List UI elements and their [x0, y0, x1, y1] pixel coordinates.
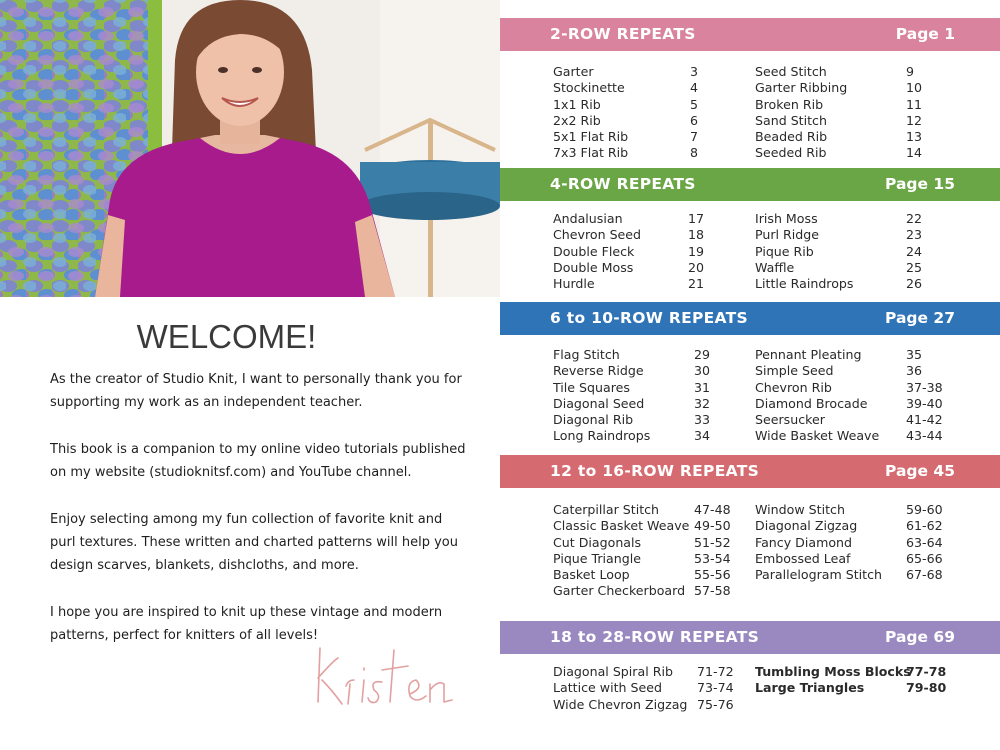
- signature-kristen: [312, 640, 457, 710]
- pattern-entry: Beaded Rib 13: [755, 129, 923, 145]
- pattern-entry: Window Stitch 59-60: [755, 502, 943, 517]
- pattern-entry: Diagonal Spiral Rib 71-72: [553, 664, 734, 679]
- intro-paragraph: This book is a companion to my online video tutorials published on my website (studioknitsf.com) and YouTube channel.: [50, 442, 466, 480]
- pattern-entry: Double Moss 20: [553, 259, 705, 275]
- pattern-entry: Fancy Diamond 63-64: [755, 534, 943, 550]
- pattern-entry: Chevron Seed 18: [553, 227, 705, 243]
- section-title: 4-ROW REPEATS: [550, 175, 696, 193]
- pattern-entry: 1x1 Rib 5: [553, 96, 699, 112]
- pattern-entry: Diagonal Rib 33: [553, 412, 711, 428]
- pattern-entry: Waffle 25: [755, 259, 923, 275]
- section-band: [500, 302, 1000, 335]
- section-title: 6 to 10-ROW REPEATS: [550, 309, 748, 327]
- pattern-entry: Diagonal Seed 32: [553, 395, 711, 411]
- pattern-entry: Basket Loop 55-56: [553, 567, 731, 583]
- intro-paragraph: I hope you are inspired to knit up these vintage and modern patterns, perfect for knitters of all levels!: [50, 605, 443, 643]
- pattern-entry: Hurdle 21: [553, 276, 705, 292]
- pattern-entry: Diagonal Zigzag 61-62: [755, 518, 943, 534]
- pattern-entry: Seeded Rib 14: [755, 145, 923, 161]
- section-band: [500, 621, 1000, 654]
- pattern-entry: Purl Ridge 23: [755, 227, 923, 243]
- pattern-entry: Reverse Ridge 30: [553, 363, 711, 379]
- hero-photo: [0, 0, 500, 297]
- pattern-entry: Double Fleck 19: [553, 243, 705, 259]
- section-18-28-row: [500, 621, 1000, 712]
- section-page: Page 15: [885, 175, 955, 193]
- pattern-entry: Irish Moss 22: [755, 211, 923, 226]
- pattern-entry: Embossed Leaf 65-66: [755, 550, 943, 566]
- pattern-entry: Garter 3: [553, 64, 699, 79]
- section-page: Page 69: [885, 628, 955, 646]
- pattern-entry: Long Raindrops 34: [553, 428, 711, 444]
- section-page: Page 27: [885, 309, 955, 327]
- pattern-entry: Pennant Pleating 35: [755, 347, 923, 362]
- pattern-entry: 5x1 Flat Rib 7: [553, 129, 699, 145]
- section-page: Page 1: [895, 25, 955, 43]
- pattern-entry: Seersucker 41-42: [755, 412, 943, 428]
- section-band: [500, 168, 1000, 201]
- section-page: Page 45: [885, 462, 955, 480]
- pattern-entry: Tile Squares 31: [553, 379, 711, 395]
- section-6-10-row: [500, 302, 1000, 444]
- pattern-entry: Wide Chevron Zigzag 75-76: [553, 696, 734, 712]
- pattern-entry: Parallelogram Stitch 67-68: [755, 567, 943, 583]
- intro-text: [50, 368, 470, 671]
- pattern-entry: Garter Ribbing 10: [755, 80, 923, 96]
- pattern-entry: Diamond Brocade 39-40: [755, 395, 943, 411]
- pattern-entry: Andalusian 17: [553, 211, 705, 226]
- section-title: 2-ROW REPEATS: [550, 25, 696, 43]
- pattern-entry: Large Triangles 79-80: [755, 680, 947, 696]
- pattern-entry: Sand Stitch 12: [755, 112, 923, 128]
- intro-paragraph: As the creator of Studio Knit, I want to personally thank you for supporting my work as an independent teacher.: [50, 372, 462, 410]
- intro-paragraph: Enjoy selecting among my fun collection of favorite knit and purl textures. These written and charted patterns will help you design scarves, blankets, dishcloths, and more.: [50, 512, 458, 573]
- pattern-entry: Flag Stitch 29: [553, 347, 711, 362]
- hero-photo-illustration: [0, 0, 500, 297]
- section-2-row: [500, 18, 1000, 161]
- welcome-heading: WELCOME!: [136, 318, 317, 355]
- pattern-entry: Broken Rib 11: [755, 96, 923, 112]
- pattern-entry: Tumbling Moss Blocks 77-78: [755, 664, 947, 679]
- pattern-entry: Little Raindrops 26: [755, 276, 923, 292]
- pattern-entry: 2x2 Rib 6: [553, 112, 699, 128]
- pattern-entry: Simple Seed 36: [755, 363, 923, 379]
- section-band: [500, 18, 1000, 51]
- pattern-entry: Caterpillar Stitch 47-48: [553, 502, 731, 517]
- pattern-entry: Seed Stitch 9: [755, 64, 915, 79]
- section-title: 12 to 16-ROW REPEATS: [550, 462, 760, 480]
- pattern-entry: Cut Diagonals 51-52: [553, 534, 731, 550]
- pattern-entry: Pique Triangle 53-54: [553, 550, 731, 566]
- section-12-16-row: [500, 455, 1000, 599]
- pattern-entry: Stockinette 4: [553, 80, 699, 96]
- pattern-entry: Garter Checkerboard 57-58: [553, 583, 731, 599]
- section-band: [500, 455, 1000, 488]
- pattern-entry: Wide Basket Weave 43-44: [755, 428, 943, 444]
- pattern-entry: Chevron Rib 37-38: [755, 379, 943, 395]
- pattern-entry: Lattice with Seed 73-74: [553, 680, 734, 696]
- section-title: 18 to 28-ROW REPEATS: [550, 628, 760, 646]
- pattern-entry: 7x3 Flat Rib 8: [553, 145, 699, 161]
- section-4-row: [500, 168, 1000, 292]
- pattern-entry: Pique Rib 24: [755, 243, 923, 259]
- pattern-entry: Classic Basket Weave 49-50: [553, 518, 731, 534]
